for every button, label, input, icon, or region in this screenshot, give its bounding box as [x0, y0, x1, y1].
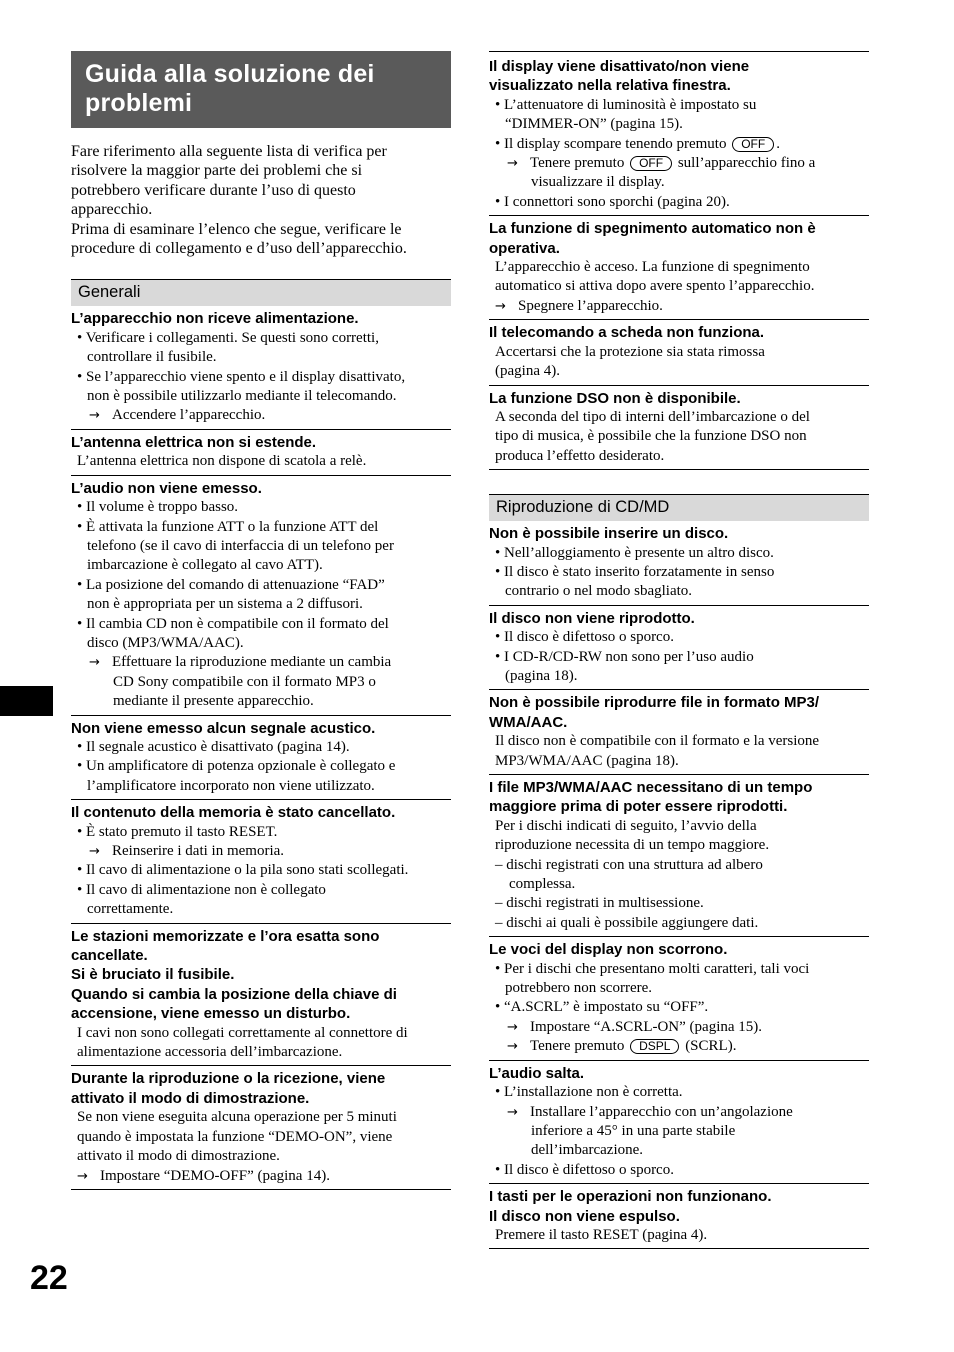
- solution-text: – dischi ai quali è possibile aggiungere dati.: [495, 914, 759, 931]
- problem-title: operativa.: [489, 239, 560, 257]
- troubleshoot-item: [71, 800, 451, 923]
- solution-text: • Il segnale acustico è disattivato (pagina 14).: [77, 738, 350, 755]
- solution-line: [489, 1226, 869, 1245]
- dspl-key-label: DSPL: [630, 1039, 679, 1054]
- solution-text: controllare il fusibile.: [87, 349, 217, 366]
- solution-text: • Il cambia CD non è compatibile con il formato del: [77, 615, 389, 632]
- solution-text: • Il disco è difettoso o sporco.: [495, 1161, 674, 1178]
- solution-line: [489, 427, 869, 446]
- solution-text: “DIMMER-ON” (pagina 15).: [505, 116, 683, 133]
- troubleshoot-item: [489, 216, 869, 320]
- solution-text: • Il volume è troppo basso.: [77, 499, 239, 516]
- problem-title: I file MP3/WMA/AAC necessitano di un tempo: [489, 779, 813, 796]
- solution-line: [71, 406, 451, 425]
- solution-text: Tenere premuto: [530, 1038, 625, 1055]
- troubleshoot-item: [71, 716, 451, 801]
- problem-title: Si è bruciato il fusibile.: [71, 966, 235, 984]
- section-header-riproduzione: Riproduzione di CD/MD: [489, 494, 869, 521]
- solution-text: CD Sony compatibile con il formato MP3 o: [113, 673, 376, 690]
- solution-text: Se non viene eseguita alcuna operazione per 5 minuti: [77, 1109, 397, 1126]
- arrow-icon: →: [507, 1104, 518, 1120]
- solution-line: [489, 1103, 869, 1122]
- solution-text: • L’installazione non è corretta.: [495, 1084, 683, 1101]
- solution-text: • L’attenuatore di luminosità è impostato su: [495, 96, 757, 113]
- problem-title: Durante la riproduzione o la ricezione, viene: [71, 1070, 386, 1088]
- solution-line: [489, 1161, 869, 1180]
- solution-line: [489, 979, 869, 998]
- arrow-icon: →: [89, 655, 100, 671]
- troubleshoot-item: [489, 1184, 869, 1249]
- solution-text: mediante il presente apparecchio.: [113, 693, 314, 710]
- problem-title: I tasti per le operazioni non funzionano.: [489, 1188, 772, 1206]
- troubleshoot-item: [71, 1066, 451, 1189]
- solution-line: [71, 1024, 451, 1043]
- solution-text: • Il disco è difettoso o sporco.: [495, 629, 674, 646]
- problem-title: Quando si cambia la posizione della chiave di: [71, 985, 397, 1003]
- intro-line: risolvere la maggior parte dei problemi che si: [71, 162, 363, 180]
- solution-line: [489, 297, 869, 316]
- solution-text: Tenere premuto: [530, 155, 625, 172]
- solution-line: [489, 1083, 869, 1102]
- solution-line: [489, 914, 869, 933]
- solution-line: [489, 667, 869, 686]
- solution-line: [71, 653, 451, 672]
- solution-line: [489, 648, 869, 667]
- problem-title: L’apparecchio non riceve alimentazione.: [71, 310, 359, 328]
- solution-text: • Il display scompare tenendo premuto: [495, 135, 727, 152]
- solution-line: [489, 193, 869, 212]
- section-header-generali: Generali: [71, 279, 451, 306]
- solution-line: [489, 563, 869, 582]
- solution-text: • I connettori sono sporchi (pagina 20).: [495, 193, 730, 210]
- solution-line: [71, 368, 451, 387]
- problem-title: accensione, viene emesso un disturbo.: [71, 1005, 351, 1023]
- solution-line: [71, 1043, 451, 1062]
- troubleshoot-item: [71, 430, 451, 476]
- arrow-icon: →: [507, 1019, 518, 1035]
- solution-line: [489, 135, 869, 154]
- arrow-icon: →: [89, 408, 100, 424]
- off-key-label: OFF: [732, 137, 774, 152]
- intro-line: Fare riferimento alla seguente lista di verifica per: [71, 143, 387, 160]
- solution-text: telefono (se il cavo di interfaccia di un telefono per: [87, 537, 394, 554]
- solution-line: [489, 875, 869, 894]
- solution-line: [71, 518, 451, 537]
- problem-title: Il disco non viene riprodotto.: [489, 609, 695, 627]
- solution-line: [489, 115, 869, 134]
- solution-text: l’amplificatore incorporato non viene utilizzato.: [87, 777, 375, 794]
- solution-line: [489, 362, 869, 381]
- solution-text: alimentazione accessoria dell’imbarcazione.: [77, 1044, 343, 1061]
- solution-text: tipo di musica, è possibile che la funzione DSO non: [495, 428, 807, 445]
- solution-text: produca l’effetto desiderato.: [495, 447, 665, 464]
- right-column: [489, 0, 869, 1249]
- solution-text: • Per i dischi che presentano molti caratteri, tali voci: [495, 960, 810, 977]
- solution-text: – dischi registrati con una struttura ad albero: [495, 856, 763, 873]
- solution-text: MP3/WMA/AAC (pagina 18).: [495, 752, 679, 769]
- solution-text: Impostare “DEMO-OFF” (pagina 14).: [100, 1167, 330, 1184]
- solution-line: [489, 817, 869, 836]
- solution-text: Spegnere l’apparecchio.: [518, 297, 663, 314]
- solution-line: [71, 634, 451, 653]
- solution-line: [71, 673, 451, 692]
- solution-line: [71, 615, 451, 634]
- solution-text: complessa.: [509, 876, 576, 893]
- solution-line: [489, 732, 869, 751]
- problem-title: cancellate.: [71, 947, 148, 965]
- solution-line: [71, 900, 451, 919]
- solution-line: [71, 1167, 451, 1186]
- solution-text: attivato il modo di dimostrazione.: [77, 1148, 280, 1165]
- solution-line: [71, 823, 451, 842]
- solution-text: • Nell’alloggiamento è presente un altro disco.: [495, 544, 774, 561]
- solution-text: potrebbero non scorrere.: [505, 980, 653, 997]
- page-title-line-1: Guida alla soluzione dei: [85, 60, 375, 88]
- troubleshoot-item: [71, 476, 451, 716]
- troubleshoot-item: [489, 937, 869, 1060]
- solution-line: [71, 1147, 451, 1166]
- problem-title: Non è possibile riprodurre file in formato MP3/: [489, 694, 820, 712]
- page-number: 22: [30, 1259, 68, 1297]
- solution-line: [71, 738, 451, 757]
- problem-title: Non è possibile inserire un disco.: [489, 525, 729, 543]
- solution-line: [489, 1122, 869, 1141]
- left-column: [71, 0, 451, 1190]
- solution-text: L’apparecchio è acceso. La funzione di spegnimento: [495, 259, 810, 276]
- solution-line: [71, 387, 451, 406]
- solution-text: imbarcazione è collegato al cavo ATT).: [87, 557, 323, 574]
- problem-title: La funzione di spegnimento automatico non è: [489, 220, 816, 238]
- solution-line: [71, 777, 451, 796]
- problem-title: Non viene emesso alcun segnale acustico.: [71, 719, 376, 737]
- solution-line: [489, 836, 869, 855]
- solution-text: quando è impostata la funzione “DEMO-ON”, viene: [77, 1128, 393, 1145]
- solution-text: Accendere l’apparecchio.: [112, 407, 266, 424]
- troubleshoot-item: [71, 924, 451, 1067]
- solution-text: Premere il tasto RESET (pagina 4).: [495, 1226, 708, 1243]
- intro-line: procedure di collegamento e d’uso dell’apparecchio.: [71, 240, 407, 258]
- solution-line: [489, 258, 869, 277]
- solution-text: Impostare “A.SCRL-ON” (pagina 15).: [530, 1018, 763, 1035]
- side-tab-marker: [0, 686, 53, 716]
- solution-line: [489, 1018, 869, 1037]
- solution-line: [489, 154, 869, 173]
- intro-line: apparecchio.: [71, 201, 153, 219]
- solution-line: [489, 628, 869, 647]
- solution-line: [71, 498, 451, 517]
- solution-line: [489, 96, 869, 115]
- solution-text: Accertarsi che la protezione sia stata rimossa: [495, 343, 765, 360]
- solution-text: • È stato premuto il tasto RESET.: [77, 823, 278, 840]
- problem-title: L’antenna elettrica non si estende.: [71, 433, 317, 451]
- solution-text: dell’imbarcazione.: [531, 1142, 644, 1159]
- problem-title: maggiore prima di poter essere riprodotti.: [489, 798, 788, 816]
- solution-line: [489, 1141, 869, 1160]
- solution-text: inferiore a 45° in una parte stabile: [531, 1122, 736, 1139]
- solution-text-after: sull’apparecchio fino a: [674, 155, 816, 172]
- problem-title: Il display viene disattivato/non viene: [489, 58, 750, 75]
- solution-line: [71, 692, 451, 711]
- solution-text: L’antenna elettrica non dispone di scatola a relè.: [77, 453, 367, 470]
- arrow-icon: →: [495, 298, 506, 314]
- solution-text: Installare l’apparecchio con un’angolazione: [530, 1103, 793, 1120]
- solution-line: [489, 277, 869, 296]
- arrow-icon: →: [507, 1039, 518, 1055]
- solution-line: [489, 998, 869, 1017]
- troubleshoot-item: [489, 386, 869, 471]
- arrow-icon: →: [77, 1168, 88, 1184]
- solution-line: [489, 894, 869, 913]
- solution-text: automatico si attiva dopo avere spento l’apparecchio.: [495, 278, 815, 295]
- troubleshoot-item: [489, 775, 869, 937]
- solution-line: [489, 752, 869, 771]
- solution-line: [489, 856, 869, 875]
- solution-line: [71, 452, 451, 471]
- solution-line: [71, 861, 451, 880]
- problem-title: La funzione DSO non è disponibile.: [489, 389, 741, 407]
- solution-text: riproduzione necessita di un tempo maggiore.: [495, 837, 770, 854]
- solution-line: [71, 329, 451, 348]
- solution-text: Reinserire i dati in memoria.: [112, 843, 285, 859]
- solution-text: • Verificare i collegamenti. Se questi sono corretti,: [77, 329, 379, 346]
- solution-text: • Il cavo di alimentazione non è collegato: [77, 881, 326, 898]
- solution-text: • Un amplificatore di potenza opzionale è collegato e: [77, 758, 396, 775]
- generali-list: [71, 306, 451, 1189]
- solution-text: contrario o nel modo sbagliato.: [505, 583, 693, 600]
- solution-line: [71, 595, 451, 614]
- solution-text: A seconda del tipo di interni dell’imbarcazione o del: [495, 408, 810, 425]
- solution-text: I cavi non sono collegati correttamente al connettore di: [77, 1024, 408, 1041]
- solution-line: [71, 757, 451, 776]
- solution-text: • I CD-R/CD-RW non sono per l’uso audio: [495, 648, 754, 665]
- solution-text: (pagina 18).: [505, 667, 578, 684]
- solution-line: [71, 537, 451, 556]
- troubleshoot-item: [489, 320, 869, 385]
- solution-line: [489, 408, 869, 427]
- problem-title: attivato il modo di dimostrazione.: [71, 1089, 310, 1107]
- problem-title: Il contenuto della memoria è stato cancellato.: [71, 804, 396, 822]
- solution-line: [71, 1108, 451, 1127]
- riproduzione-list: [489, 521, 869, 1249]
- intro-paragraph: [71, 142, 451, 258]
- solution-line: [71, 842, 451, 861]
- troubleshoot-item: [489, 521, 869, 606]
- solution-line: [71, 556, 451, 575]
- solution-text: non è possibile utilizzarlo mediante il telecomando.: [87, 388, 397, 405]
- intro-line: Prima di esaminare l’elenco che segue, verificare le: [71, 220, 402, 238]
- solution-text: Effettuare la riproduzione mediante un cambia: [112, 654, 392, 671]
- off-key-label: OFF: [630, 156, 672, 171]
- solution-text: non è appropriata per un sistema a 2 diffusori.: [87, 596, 363, 613]
- solution-text: visualizzare il display.: [531, 174, 665, 191]
- solution-text: (pagina 4).: [495, 363, 560, 380]
- solution-text-after: (SCRL).: [681, 1038, 737, 1055]
- solution-text: Per i dischi indicati di seguito, l’avvio della: [495, 817, 757, 834]
- troubleshoot-item: [489, 690, 869, 775]
- arrow-icon: →: [507, 156, 518, 172]
- intro-line: potrebbero verificare durante l’uso di questo: [71, 181, 356, 199]
- problem-title: visualizzato nella relativa finestra.: [489, 77, 731, 95]
- solution-text: Il disco non è compatibile con il formato e la versione: [495, 733, 820, 750]
- solution-text: • “A.SCRL” è impostato su “OFF”.: [495, 999, 709, 1016]
- problem-title: WMA/AAC.: [489, 713, 568, 731]
- solution-line: [71, 881, 451, 900]
- solution-line: [71, 348, 451, 367]
- solution-line: [489, 544, 869, 563]
- solution-text: • È attivata la funzione ATT o la funzione ATT del: [77, 518, 379, 535]
- solution-line: [489, 173, 869, 192]
- troubleshoot-item: [489, 54, 869, 216]
- solution-line: [489, 343, 869, 362]
- solution-line: [489, 447, 869, 466]
- solution-text: • La posizione del comando di attenuazione “FAD”: [77, 576, 385, 593]
- solution-line: [489, 1037, 869, 1056]
- problem-title: Il disco non viene espulso.: [489, 1207, 680, 1225]
- solution-text: • Il cavo di alimentazione o la pila sono stati scollegati.: [77, 862, 409, 879]
- troubleshoot-item: [489, 1061, 869, 1184]
- solution-text: – dischi registrati in multisessione.: [495, 895, 704, 912]
- page-title-line-2: problemi: [85, 89, 193, 117]
- problem-title: Il telecomando a scheda non funziona.: [489, 324, 765, 342]
- problem-title: L’audio salta.: [489, 1064, 585, 1082]
- problem-title: L’audio non viene emesso.: [71, 479, 262, 497]
- solution-text: correttamente.: [87, 901, 174, 918]
- display-problems-list: [489, 52, 869, 470]
- troubleshoot-item: [71, 306, 451, 429]
- solution-text: • Il disco è stato inserito forzatamente in senso: [495, 563, 775, 580]
- troubleshoot-item: [489, 606, 869, 691]
- problem-title: Le stazioni memorizzate e l’ora esatta sono: [71, 927, 380, 945]
- solution-line: [489, 582, 869, 601]
- solution-line: [489, 960, 869, 979]
- solution-text: • Se l’apparecchio viene spento e il display disattivato,: [77, 368, 406, 385]
- solution-text: disco (MP3/WMA/AAC).: [87, 634, 244, 651]
- solution-line: [71, 576, 451, 595]
- solution-line: [71, 1128, 451, 1147]
- problem-title: Le voci del display non scorrono.: [489, 941, 728, 959]
- arrow-icon: →: [89, 844, 100, 859]
- solution-text-after: .: [776, 135, 780, 152]
